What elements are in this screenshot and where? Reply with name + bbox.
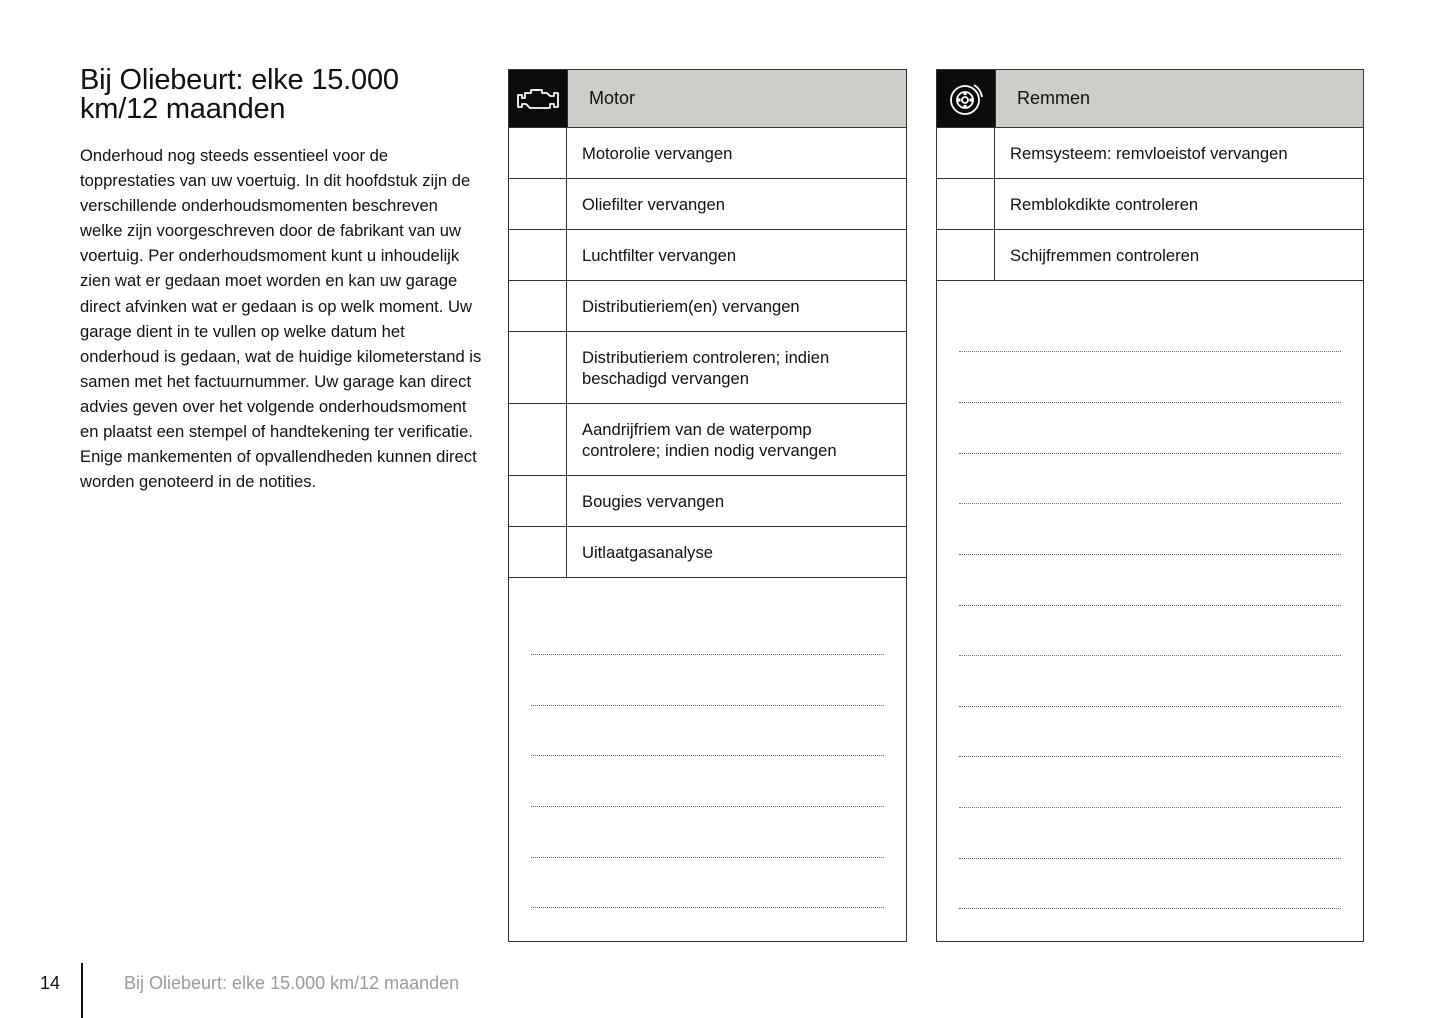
motor-task-row: [509, 404, 906, 476]
notes-line[interactable]: [959, 706, 1341, 707]
motor-task-checkbox[interactable]: [509, 128, 567, 178]
motor-task-label: Bougies vervangen: [582, 491, 725, 511]
notes-line[interactable]: [531, 857, 884, 858]
page-title: Bij Oliebeurt: elke 15.000 km/12 maanden: [80, 64, 399, 125]
notes-line[interactable]: [531, 806, 884, 807]
motor-task-checkbox[interactable]: [509, 281, 567, 331]
page-number: 14: [40, 973, 61, 993]
motor-task-label: Motorolie vervangen: [582, 143, 733, 163]
motor-task-row: [509, 179, 906, 230]
motor-checklist: [508, 69, 907, 942]
motor-header: [509, 70, 906, 128]
motor-task-label: Oliefilter vervangen: [582, 194, 725, 214]
running-title: Bij Oliebeurt: elke 15.000 km/12 maanden: [124, 973, 460, 993]
remmen-task-checkbox[interactable]: [937, 230, 995, 280]
notes-line[interactable]: [959, 908, 1341, 909]
notes-line[interactable]: [959, 807, 1341, 808]
notes-line[interactable]: [959, 351, 1341, 352]
notes-line[interactable]: [959, 655, 1341, 656]
motor-task-label: Distributieriem(en) vervangen: [582, 296, 800, 316]
motor-task-row: [509, 476, 906, 527]
motor-task-checkbox[interactable]: [509, 404, 567, 475]
notes-line[interactable]: [959, 402, 1341, 403]
notes-line[interactable]: [959, 756, 1341, 757]
remmen-task-row: [937, 179, 1363, 230]
remmen-task-label: Remsysteem: remvloeistof vervangen: [1010, 143, 1288, 163]
motor-task-checkbox[interactable]: [509, 527, 567, 577]
remmen-task-row: [937, 128, 1363, 179]
notes-line[interactable]: [959, 503, 1341, 504]
engine-icon: [509, 70, 567, 127]
remmen-task-checkbox[interactable]: [937, 179, 995, 229]
motor-task-checkbox[interactable]: [509, 332, 567, 403]
motor-task-label: Distributieriem controleren; indien beschadigd vervangen: [582, 347, 830, 388]
remmen-task-checkbox[interactable]: [937, 128, 995, 178]
notes-line[interactable]: [531, 705, 884, 706]
motor-task-row: [509, 527, 906, 578]
remmen-header-label: Remmen: [995, 70, 1363, 127]
motor-task-row: [509, 332, 906, 404]
motor-task-row: [509, 128, 906, 179]
motor-task-label: Luchtfilter vervangen: [582, 245, 737, 265]
notes-line[interactable]: [959, 554, 1341, 555]
notes-line[interactable]: [959, 453, 1341, 454]
motor-task-checkbox[interactable]: [509, 476, 567, 526]
notes-line[interactable]: [959, 858, 1341, 859]
remmen-task-row: [937, 230, 1363, 281]
brake-disc-icon: [937, 70, 995, 127]
motor-header-label: Motor: [567, 70, 906, 127]
remmen-header: [937, 70, 1363, 128]
motor-task-row: [509, 281, 906, 332]
motor-task-checkbox[interactable]: [509, 230, 567, 280]
notes-line[interactable]: [531, 654, 884, 655]
motor-task-label: Aandrijfriem van de waterpomp controlere; indien nodig vervangen: [582, 419, 837, 460]
notes-line[interactable]: [959, 605, 1341, 606]
intro-paragraph: Onderhoud nog steeds essentieel voor de topprestaties van uw voertuig. In dit hoofdstuk zijn de verschillende onderhoudsmomenten beschreven welke zijn voorgeschreven door de fabrikant van uw voertuig. Per onderhoudsmoment kunt u inhoudelijk zien wat er gedaan moet worden en kan uw garage direct afvinken wat er gedaan is op welk moment. Uw garage dient in te vullen op welke datum het onderhoud is gedaan, wat de huidige kilometerstand is samen met het factuurnummer. Uw garage kan direct advies geven over het volgende onderhoudsmoment en plaatst een stempel of handtekening ter verificatie. Enige mankementen of opvallendheden kunnen direct worden genoteerd in de notities.: [80, 146, 482, 492]
motor-task-row: [509, 230, 906, 281]
remmen-checklist: [936, 69, 1364, 942]
remmen-task-label: Schijfremmen controleren: [1010, 245, 1200, 265]
motor-task-label: Uitlaatgasanalyse: [582, 542, 713, 562]
remmen-task-label: Remblokdikte controleren: [1010, 194, 1199, 214]
notes-line[interactable]: [531, 755, 884, 756]
notes-line[interactable]: [531, 907, 884, 908]
footer-divider: [81, 963, 83, 1018]
motor-task-checkbox[interactable]: [509, 179, 567, 229]
